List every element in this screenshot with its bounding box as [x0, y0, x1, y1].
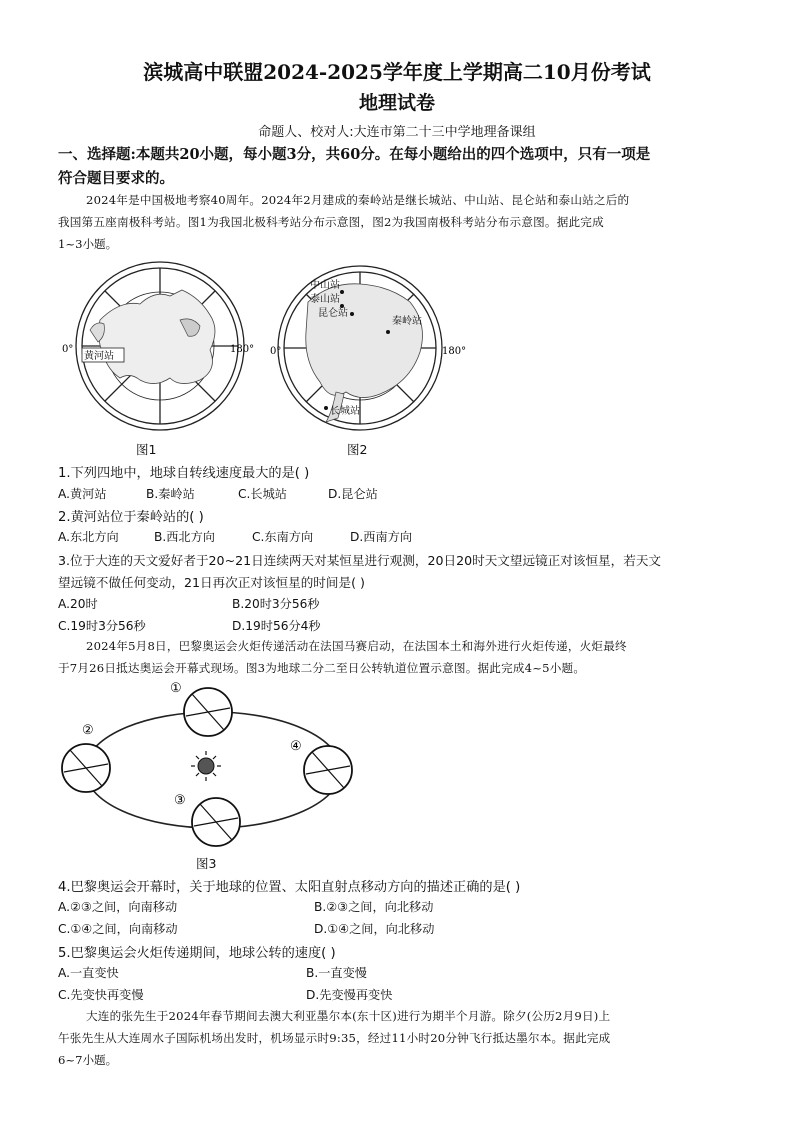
- q4-option-a[interactable]: A.②③之间，向南移动: [58, 900, 178, 914]
- sun-icon: [191, 751, 221, 781]
- fig1-station-huanghe: 黄河站: [84, 351, 114, 362]
- fig2-station-zhongshan: 中山站: [310, 280, 340, 291]
- q5-option-a[interactable]: A.一直变快: [58, 966, 119, 980]
- passage3-line2: 午张先生从大连周水子国际机场出发时，机场显示时9:35，经过11小时20分钟飞行抵达墨尔本。据此完成: [58, 1031, 611, 1045]
- fig1-label-0: 0°: [62, 344, 74, 355]
- position-label-1: ①: [170, 681, 182, 696]
- passage2-line2: 于7月26日抵达奥运会开幕式现场。图3为地球二分二至日公转轨道位置示意图。据此完成4~5小题。: [58, 661, 586, 675]
- q3-option-a[interactable]: A.20时: [58, 597, 98, 611]
- passage1-line2: 我国第五座南极科考站。图1为我国北极科考站分布示意图，图2为我国南极科考站分布示意图。据此完成: [58, 215, 604, 229]
- earth-position-4: [304, 746, 352, 794]
- fig2-label-0: 0°: [270, 346, 282, 357]
- q4-option-c[interactable]: C.①④之间，向南移动: [58, 922, 178, 936]
- position-label-3: ③: [174, 793, 186, 808]
- figure3-caption: 图3: [196, 856, 217, 871]
- passage1-line1: 2024年是中国极地考察40周年。2024年2月建成的秦岭站是继长城站、中山站、昆仑站和泰山站之后的: [86, 193, 630, 207]
- position-label-2: ②: [82, 723, 94, 738]
- question-4-stem: 4.巴黎奥运会开幕时，关于地球的位置、太阳直射点移动方向的描述正确的是( ): [58, 880, 521, 895]
- figure2-caption: 图2: [347, 442, 368, 457]
- q3-option-b[interactable]: B.20时3分56秒: [232, 597, 320, 611]
- figure1-caption: 图1: [136, 442, 157, 457]
- figure2-antarctic-map: [270, 262, 470, 438]
- exam-title: 滨城高中联盟2024-2025学年度上学期高二10月份考试: [143, 60, 651, 84]
- q1-option-a[interactable]: A.黄河站: [58, 487, 107, 501]
- fig1-label-180: 180°: [230, 344, 255, 355]
- position-label-4: ④: [290, 739, 302, 754]
- question-1-stem: 1.下列四地中，地球自转线速度最大的是( ): [58, 466, 310, 481]
- passage2-line1: 2024年5月8日，巴黎奥运会火炬传递活动在法国马赛启动，在法国本土和海外进行火炬传递，火炬最终: [86, 639, 627, 653]
- q1-option-b[interactable]: B.秦岭站: [146, 487, 195, 501]
- q1-option-d[interactable]: D.昆仑站: [328, 487, 378, 501]
- figure1-arctic-map: [60, 260, 260, 440]
- figure3-orbit-diagram: [58, 676, 368, 856]
- q1-option-c[interactable]: C.长城站: [238, 487, 287, 501]
- q4-option-b[interactable]: B.②③之间，向北移动: [314, 900, 434, 914]
- q5-option-c[interactable]: C.先变快再变慢: [58, 988, 144, 1002]
- fig2-station-kunlun: 昆仑站: [318, 308, 348, 319]
- q3-option-d[interactable]: D.19时56分4秒: [232, 619, 321, 633]
- question-3-stem-line1: 3.位于大连的天文爱好者于20~21日连续两天对某恒星进行观测，20日20时天文望远镜正对该恒星，若天文: [58, 553, 662, 568]
- q2-option-c[interactable]: C.东南方向: [252, 530, 314, 544]
- earth-position-2: [62, 744, 110, 792]
- fig2-station-taishan: 泰山站: [310, 294, 340, 305]
- credits-line: 命题人、校对人:大连市第二十三中学地理备课组: [258, 125, 536, 140]
- q2-option-a[interactable]: A.东北方向: [58, 530, 119, 544]
- question-3-stem-line2: 望远镜不做任何变动，21日再次正对该恒星的时间是( ): [58, 575, 365, 590]
- earth-position-3: [192, 798, 240, 846]
- section-heading-line1: 一、选择题:本题共20小题，每小题3分，共60分。在每小题给出的四个选项中，只有一项是: [58, 146, 651, 163]
- q3-option-c[interactable]: C.19时3分56秒: [58, 619, 146, 633]
- exam-subtitle: 地理试卷: [358, 92, 435, 114]
- q5-option-d[interactable]: D.先变慢再变快: [306, 988, 393, 1002]
- fig2-station-changcheng: 长城站: [330, 406, 360, 417]
- question-5-stem: 5.巴黎奥运会火炬传递期间，地球公转的速度( ): [58, 946, 336, 961]
- q5-option-b[interactable]: B.一直变慢: [306, 966, 367, 980]
- passage3-line1: 大连的张先生于2024年春节期间去澳大利亚墨尔本(东十区)进行为期半个月游。除夕(公历2月9日)上: [86, 1009, 611, 1023]
- q2-option-d[interactable]: D.西南方向: [350, 530, 413, 544]
- q2-option-b[interactable]: B.西北方向: [154, 530, 215, 544]
- passage1-line3: 1~3小题。: [58, 237, 118, 251]
- fig2-station-qinling: 秦岭站: [392, 316, 422, 327]
- section-heading-line2: 符合题目要求的。: [58, 170, 174, 187]
- passage3-line3: 6~7小题。: [58, 1053, 118, 1067]
- earth-position-1: [184, 688, 232, 736]
- fig2-label-180: 180°: [442, 346, 467, 357]
- q4-option-d[interactable]: D.①④之间，向北移动: [314, 922, 435, 936]
- question-2-stem: 2.黄河站位于秦岭站的( ): [58, 510, 204, 525]
